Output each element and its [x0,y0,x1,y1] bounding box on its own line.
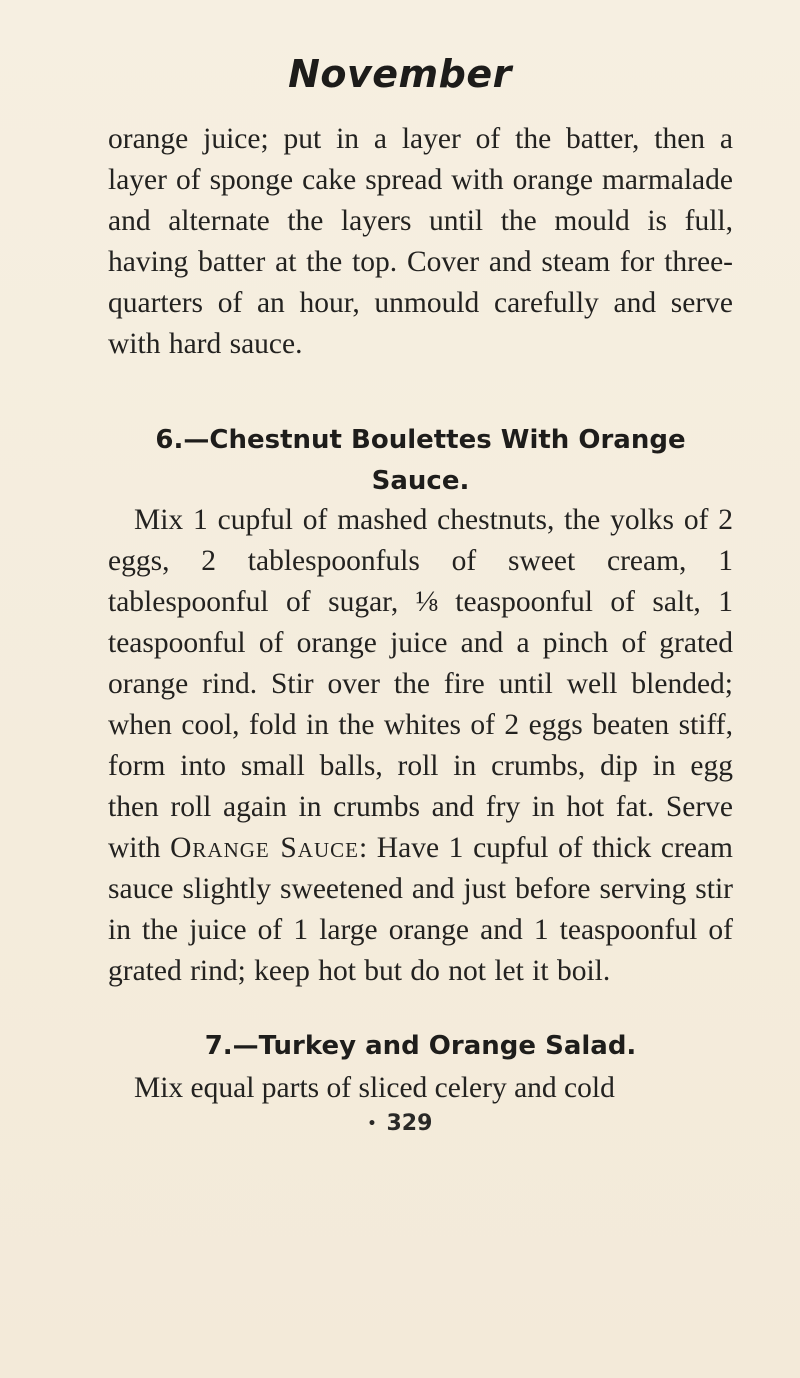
recipe-6-text-a: Mix 1 cupful of mashed chestnuts, the yolks of 2 eggs, 2 tablespoonfuls of sweet cream, 1 tablespoonful of sugar, ⅛ teaspoonful of salt, 1 teaspoonful of orange juice and a pinch of grated orange rind. Stir over the fire until well blended; when cool, fold in the whites of 2 eggs beaten stiff, form into small balls, roll in crumbs, dip in egg then roll again in crumbs and fry in hot fat. Serve with [108,504,733,864]
page-number: 329 [386,1111,433,1136]
orange-sauce-smallcaps: Orange Sauce [170,832,359,864]
recipe-7-instructions: Mix equal parts of sliced celery and cold [134,1072,615,1104]
recipe-heading-7: 7.—Turkey and Orange Salad. [204,1031,637,1061]
recipe-6-instructions [108,500,733,992]
paragraph-continuation: orange juice; put in a layer of the batter, then a layer of sponge cake spread with orange marmalade and alternate the layers until the mould is full, having batter at the top. Cover and steam for three-quarters of an hour, unmould carefully and serve with hard sauce. [108,123,733,360]
recipe-heading-6: 6.—Chestnut Boulettes With Orange Sauce. [155,425,686,496]
recipe-6-text-wrap [108,500,733,992]
footer-mark: • [367,1116,377,1132]
recipe-6-text-b: : Have 1 cupful of thick cream sauce slightly sweetened and just before serving stir in the juice of 1 large orange and 1 teaspoonful of grated rind; keep hot but do not let it boil. [108,832,733,987]
running-header: November [288,52,512,96]
page-footer [0,1111,800,1136]
